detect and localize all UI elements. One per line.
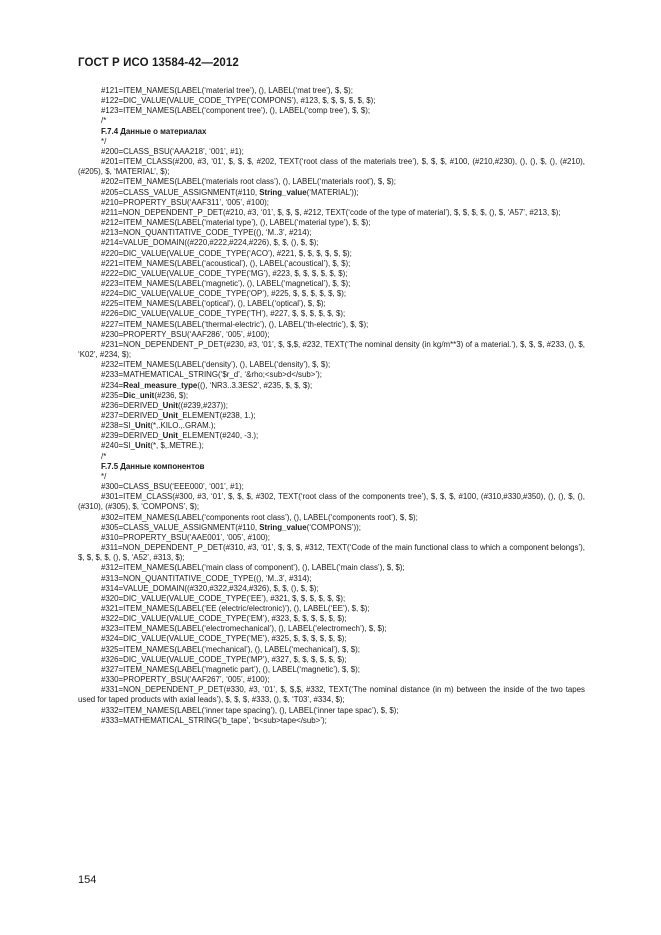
code-line: #210=PROPERTY_BSU(‘AAF311’, ‘005’, #100); xyxy=(101,197,269,207)
code-line: #322=DIC_VALUE(VALUE_CODE_TYPE(‘EM’), #323, $, $, $, $, $, $); xyxy=(101,614,347,624)
code-line: #201=ITEM_CLASS(#200, #3, ‘01’, $, $, $, #202, TEXT(‘root class of the materials tree’), $, $, $, #100, (#210,#230), (), (), $, (), (#210), (#205), $, ‘MATERIAL’, $); xyxy=(78,157,585,177)
code-part: ((), ‘NR3..3.3ES2’, #235, $, $, $); xyxy=(197,380,313,390)
code-line: #326=DIC_VALUE(VALUE_CODE_TYPE(‘MP’), #327, $, $, $, $, $, $); xyxy=(101,654,347,664)
code-line: #214=VALUE_DOMAIN((#220,#222,#224,#226), $, $, (), $, $); xyxy=(101,238,319,248)
code-part: (*,.KILO.,.GRAM.); xyxy=(150,421,216,431)
code-keyword: Unit xyxy=(135,421,151,431)
code-line: #327=ITEM_NAMES(LABEL(‘magnetic part’), (), LABEL(‘magnetic’), $, $); xyxy=(101,664,360,674)
code-line: #222=DIC_VALUE(VALUE_CODE_TYPE(‘MG’), #223, $, $, $, $, $, $); xyxy=(101,268,348,278)
document-body xyxy=(78,86,585,726)
code-line: #321=ITEM_NAMES(LABEL(‘EE (electric/electronic)’), (), LABEL(‘EE’), $, $); xyxy=(101,603,370,613)
code-part: #238=SI_ xyxy=(101,421,136,431)
code-line: #331=NON_DEPENDENT_P_DET(#330, #3, ‘01’, $, $,$, #332, TEXT(‘The nominal distance (in m) between the inside of the two tapes used for taped products with axial leads’), $, $, $, #333, (), $, ‘T03’, #334, $); xyxy=(78,685,585,705)
comment-open: /* xyxy=(101,451,107,461)
comment-open: /* xyxy=(101,116,107,126)
section-heading: F.7.5 Данные компонентов xyxy=(101,461,205,471)
code-line xyxy=(78,441,585,451)
page-number: 154 xyxy=(78,874,97,886)
comment-close: */ xyxy=(101,471,107,481)
code-line: #330=PROPERTY_BSU(‘AAF267’, ‘005’, #100); xyxy=(101,675,270,685)
code-line: #212=ITEM_NAMES(LABEL(‘material type’), (), LABEL(‘material type’), $, $); xyxy=(101,218,371,228)
code-keyword: Unit xyxy=(162,431,178,441)
code-line xyxy=(78,431,585,441)
code-line: #320=DIC_VALUE(VALUE_CODE_TYPE(‘EE’), #321, $, $, $, $, $, $); xyxy=(101,593,346,603)
code-line: #223=ITEM_NAMES(LABEL(‘magnetic’), (), LABEL(‘magnetical’), $, $); xyxy=(101,278,351,288)
code-part: #205=CLASS_VALUE_ASSIGNMENT(#110, xyxy=(101,187,260,197)
code-line: #332=ITEM_NAMES(LABEL(‘inner tape spacing’), (), LABEL(‘inner tape spac’), $, $); xyxy=(101,705,399,715)
code-line: #231=NON_DEPENDENT_P_DET(#230, #3, ‘01’, $, $,$, #232, TEXT(‘The nominal density (in kg/m**3) of a material.’), $, $, $, #233, (), $, ‘K02’, #234, $); xyxy=(78,339,585,360)
code-keyword: Real_measure_type xyxy=(123,380,198,390)
code-line: #312=ITEM_NAMES(LABEL(‘main class of component’), (), LABEL(‘main class’), $, $); xyxy=(101,563,405,573)
code-line: #200=CLASS_BSU(‘AAA218’, ‘001’, #1); xyxy=(101,146,244,156)
comment-close: */ xyxy=(101,136,107,146)
code-line xyxy=(78,188,585,198)
code-keyword: Unit xyxy=(162,400,178,410)
code-line: #123=ITEM_NAMES(LABEL(‘component tree’), (), LABEL(‘comp tree’), $, $); xyxy=(101,106,371,116)
code-part: (‘MATERIAL’)); xyxy=(306,187,359,197)
code-line: #213=NON_QUANTITATIVE_CODE_TYPE((), ‘M..3’, #214); xyxy=(101,228,312,238)
code-line: #300=CLASS_BSU(‘EEE000’, ‘001’, #1); xyxy=(101,482,244,492)
code-keyword: Unit xyxy=(162,411,178,420)
page-header: ГОСТ Р ИСО 13584-42—2012 xyxy=(78,57,239,69)
code-line: #311=NON_DEPENDENT_P_DET(#310, #3, ‘01’, $, $, $, #312, TEXT(‘Code of the main functional class to which a component belongs’), $, $, $, $, (), $, ‘A52’, #313, $); xyxy=(78,543,585,563)
code-part: (#236, $); xyxy=(154,390,189,400)
code-line: #333=MATHEMATICAL_STRING(‘b_tape’, ‘b<sub>tape</sub>’); xyxy=(101,715,327,725)
code-line: #314=VALUE_DOMAIN((#320,#322,#324,#326), $, $, (), $, $); xyxy=(101,583,319,593)
code-part: (*, $,.METRE.); xyxy=(150,441,204,451)
code-line xyxy=(78,391,585,401)
code-keyword: String_value xyxy=(259,187,307,197)
code-part: #239=DERIVED_ xyxy=(101,431,163,441)
code-part: _ELEMENT(#238, 1.); xyxy=(177,411,256,420)
code-line: #227=ITEM_NAMES(LABEL(‘thermal-electric’), (), LABEL(‘th-electric’), $, $); xyxy=(101,319,369,329)
code-line xyxy=(78,381,585,391)
code-part: #237=DERIVED_ xyxy=(101,411,163,420)
code-part: ((#239,#237)); xyxy=(177,400,228,410)
code-line xyxy=(78,401,585,411)
code-line: #220=DIC_VALUE(VALUE_CODE_TYPE(‘ACO’), #221, $, $, $, $, $, $); xyxy=(101,248,352,258)
code-line: #323=ITEM_NAMES(LABEL(‘electromechanical’), (), LABEL(‘electromech’), $, $); xyxy=(101,624,387,634)
code-keyword: String_value xyxy=(259,522,307,532)
code-part: _ELEMENT(#240, -3.); xyxy=(177,431,259,441)
code-line: #324=DIC_VALUE(VALUE_CODE_TYPE(‘ME’), #325, $, $, $, $, $, $); xyxy=(101,634,347,644)
code-keyword: Dic_unit xyxy=(123,390,155,400)
code-line: #202=ITEM_NAMES(LABEL(‘materials root class’), (), LABEL(‘materials root’), $, $); xyxy=(101,177,396,187)
code-line: #313=NON_QUANTITATIVE_CODE_TYPE((), ‘M..3’, #314); xyxy=(101,573,312,583)
code-line: #232=ITEM_NAMES(LABEL(‘density’), (), LABEL(‘density’), $, $); xyxy=(101,360,331,370)
code-keyword: Unit xyxy=(135,441,151,451)
code-line: #211=NON_DEPENDENT_P_DET(#210, #3, ‘01’, $, $, $, #212, TEXT(‘code of the type of material’), $, $, $, $, (), $, ‘A57’, #213, $); xyxy=(101,207,561,217)
code-line: #230=PROPERTY_BSU(‘AAF286’, ‘005’, #100); xyxy=(101,329,270,339)
code-part: #240=SI_ xyxy=(101,441,136,451)
code-part: #234= xyxy=(101,380,124,390)
code-line: #225=ITEM_NAMES(LABEL(‘optical’), (), LABEL(‘optical’), $, $); xyxy=(101,299,326,309)
code-line: #325=ITEM_NAMES(LABEL(‘mechanical’), (), LABEL(‘mechanical’), $, $); xyxy=(101,644,360,654)
code-line: #226=DIC_VALUE(VALUE_CODE_TYPE(‘TH’), #227, $, $, $, $, $, $); xyxy=(101,309,346,319)
code-line xyxy=(78,421,585,431)
code-line: #121=ITEM_NAMES(LABEL(‘material tree’), (), LABEL(‘mat tree’), $, $); xyxy=(101,86,353,95)
code-line: #122=DIC_VALUE(VALUE_CODE_TYPE(‘COMPONS’), #123, $, $, $, $, $, $); xyxy=(101,96,376,106)
code-line: #221=ITEM_NAMES(LABEL(‘acoustical’), (), LABEL(‘acoustical’), $, $); xyxy=(101,258,351,268)
code-part: #305=CLASS_VALUE_ASSIGNMENT(#110, xyxy=(101,522,260,532)
code-line: #310=PROPERTY_BSU(‘AAE001’, ‘005’, #100); xyxy=(101,532,270,542)
code-part: (‘COMPONS’)); xyxy=(306,522,361,532)
code-line: #301=ITEM_CLASS(#300, #3, ‘01’, $, $, $, #302, TEXT(‘root class of the components tree’), $, $, $, #100, (#310,#330,#350), (), (), $, (), (#310), (#305), $, ‘COMPONS’, $); xyxy=(78,492,585,512)
code-line: #233=MATHEMATICAL_STRING(‘$r_d’, ‘&rho;<sub>d</sub>’); xyxy=(101,370,322,380)
code-part: #236=DERIVED_ xyxy=(101,400,163,410)
code-line xyxy=(78,411,585,421)
code-line: #224=DIC_VALUE(VALUE_CODE_TYPE(‘OP’), #225, $, $, $, $, $, $); xyxy=(101,289,347,299)
code-line xyxy=(78,523,585,533)
section-heading: F.7.4 Данные о материалах xyxy=(101,126,207,136)
code-line: #302=ITEM_NAMES(LABEL(‘components root class’), (), LABEL(‘components root’), $, $); xyxy=(101,512,418,522)
code-part: #235= xyxy=(101,390,124,400)
